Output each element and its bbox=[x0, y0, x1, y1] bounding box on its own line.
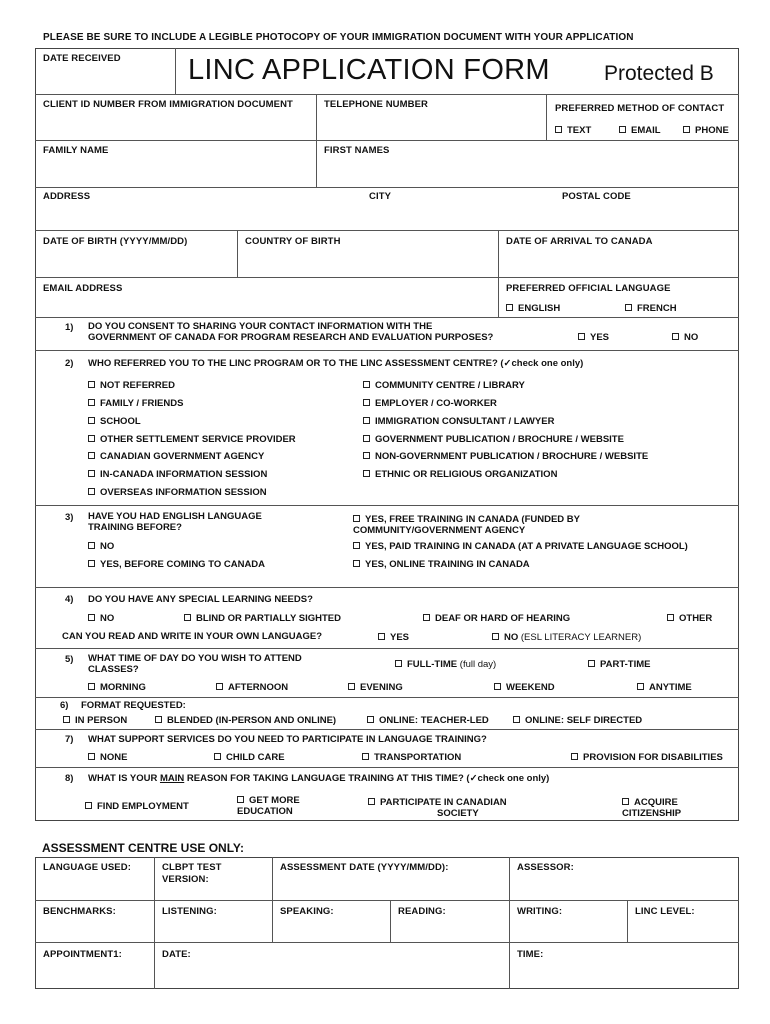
q4-no-option[interactable]: NO bbox=[88, 613, 114, 624]
q3-text-line2: TRAINING BEFORE? bbox=[88, 522, 182, 533]
checkbox-icon[interactable] bbox=[625, 304, 632, 311]
q6-blended-option[interactable]: BLENDED (IN-PERSON AND ONLINE) bbox=[155, 715, 336, 726]
q1-yes-option[interactable]: YES bbox=[578, 332, 609, 343]
checkbox-icon[interactable] bbox=[88, 542, 95, 549]
checkbox-icon[interactable] bbox=[555, 126, 562, 133]
clbpt-label-line1: CLBPT TEST bbox=[162, 862, 222, 873]
official-language-label: PREFERRED OFFICIAL LANGUAGE bbox=[506, 283, 671, 294]
q4-blind-option[interactable]: BLIND OR PARTIALLY SIGHTED bbox=[184, 613, 341, 624]
time-label: TIME: bbox=[517, 949, 544, 960]
assessment-heading: ASSESSMENT CENTRE USE ONLY: bbox=[42, 841, 245, 855]
checkbox-icon[interactable] bbox=[578, 333, 585, 340]
q5-number: 5) bbox=[65, 654, 74, 665]
assessor-label: ASSESSOR: bbox=[517, 862, 574, 873]
q1-no-option[interactable]: NO bbox=[672, 332, 698, 343]
q5-weekend-option[interactable]: WEEKEND bbox=[494, 682, 555, 693]
date-received-label: DATE RECEIVED bbox=[43, 53, 121, 64]
checkbox-icon[interactable] bbox=[395, 660, 402, 667]
q5-text-line1: WHAT TIME OF DAY DO YOU WISH TO ATTEND bbox=[88, 653, 302, 664]
q4-other-option[interactable]: OTHER bbox=[667, 613, 712, 624]
q6-number: 6) bbox=[60, 700, 69, 711]
q8-education-line2: EDUCATION bbox=[237, 806, 293, 817]
benchmarks-label: BENCHMARKS: bbox=[43, 906, 116, 917]
q8-society-option[interactable]: PARTICIPATE IN CANADIAN bbox=[368, 797, 507, 808]
language-used-label: LANGUAGE USED: bbox=[43, 862, 131, 873]
q4-number: 4) bbox=[65, 594, 74, 605]
q2-option[interactable]: CANADIAN GOVERNMENT AGENCY bbox=[88, 451, 264, 462]
checkbox-icon[interactable] bbox=[683, 126, 690, 133]
assessment-table bbox=[35, 857, 739, 989]
checkbox-icon[interactable] bbox=[88, 399, 95, 406]
q2-number: 2) bbox=[65, 358, 74, 369]
checkbox-icon[interactable] bbox=[506, 304, 513, 311]
q8-education-option[interactable]: GET MORE bbox=[237, 795, 300, 806]
q8-employment-option[interactable]: FIND EMPLOYMENT bbox=[85, 801, 189, 812]
client-id-label: CLIENT ID NUMBER FROM IMMIGRATION DOCUMENT bbox=[43, 99, 293, 110]
checkbox-icon[interactable] bbox=[637, 683, 644, 690]
first-names-label: FIRST NAMES bbox=[324, 145, 390, 156]
dob-label: DATE OF BIRTH (YYYY/MM/DD) bbox=[43, 236, 188, 247]
checkbox-icon[interactable] bbox=[368, 798, 375, 805]
q4-read-no-option[interactable]: NO (ESL LITERACY LEARNER) bbox=[492, 632, 641, 643]
checkbox-icon[interactable] bbox=[494, 683, 501, 690]
checkbox-icon[interactable] bbox=[184, 614, 191, 621]
q2-option[interactable]: NON-GOVERNMENT PUBLICATION / BROCHURE / WEBSITE bbox=[363, 451, 648, 462]
q8-text: WHAT IS YOUR MAIN REASON FOR TAKING LANGUAGE TRAINING AT THIS TIME? (✓check one only) bbox=[88, 773, 550, 784]
checkbox-icon[interactable] bbox=[88, 560, 95, 567]
q7-disabilities-option[interactable]: PROVISION FOR DISABILITIES bbox=[571, 752, 723, 763]
appointment-label: APPOINTMENT1: bbox=[43, 949, 122, 960]
checkbox-icon[interactable] bbox=[363, 452, 370, 459]
q7-text: WHAT SUPPORT SERVICES DO YOU NEED TO PARTICIPATE IN LANGUAGE TRAINING? bbox=[88, 734, 487, 745]
divider bbox=[175, 48, 176, 94]
checkbox-icon[interactable] bbox=[88, 683, 95, 690]
q3-free-training-option[interactable]: YES, FREE TRAINING IN CANADA (FUNDED BY bbox=[353, 514, 580, 525]
checkbox-icon[interactable] bbox=[363, 417, 370, 424]
checkbox-icon[interactable] bbox=[571, 753, 578, 760]
header-note: PLEASE BE SURE TO INCLUDE A LEGIBLE PHOTOCOPY OF YOUR IMMIGRATION DOCUMENT WITH YOUR APPLICATION bbox=[43, 32, 634, 43]
address-label: ADDRESS bbox=[43, 191, 91, 202]
date-of-arrival-label: DATE OF ARRIVAL TO CANADA bbox=[506, 236, 653, 247]
page-title: LINC APPLICATION FORM bbox=[188, 54, 550, 86]
q2-option[interactable]: GOVERNMENT PUBLICATION / BROCHURE / WEBSITE bbox=[363, 434, 624, 445]
q2-option[interactable]: NOT REFERRED bbox=[88, 380, 175, 391]
speaking-label: SPEAKING: bbox=[280, 906, 334, 917]
checkbox-icon[interactable] bbox=[88, 452, 95, 459]
q1-text-line1: DO YOU CONSENT TO SHARING YOUR CONTACT INFORMATION WITH THE bbox=[88, 321, 433, 332]
q2-option[interactable]: IN-CANADA INFORMATION SESSION bbox=[88, 469, 267, 480]
q6-online-self-option[interactable]: ONLINE: SELF DIRECTED bbox=[513, 715, 642, 726]
contact-text-option[interactable]: TEXT bbox=[555, 125, 591, 136]
q5-anytime-option[interactable]: ANYTIME bbox=[637, 682, 692, 693]
date-label: DATE: bbox=[162, 949, 191, 960]
checkbox-icon[interactable] bbox=[622, 798, 629, 805]
checkbox-icon[interactable] bbox=[363, 381, 370, 388]
q8-number: 8) bbox=[65, 773, 74, 784]
q3-no-option[interactable]: NO bbox=[88, 541, 114, 552]
q2-option[interactable]: EMPLOYER / CO-WORKER bbox=[363, 398, 497, 409]
q1-text-line2: GOVERNMENT OF CANADA FOR PROGRAM RESEARCH AND EVALUATION PURPOSES? bbox=[88, 332, 494, 343]
q3-text-line1: HAVE YOU HAD ENGLISH LANGUAGE bbox=[88, 511, 262, 522]
checkbox-icon[interactable] bbox=[88, 470, 95, 477]
q7-number: 7) bbox=[65, 734, 74, 745]
checkbox-icon[interactable] bbox=[214, 753, 221, 760]
language-french-option[interactable]: FRENCH bbox=[625, 303, 677, 314]
language-english-option[interactable]: ENGLISH bbox=[506, 303, 560, 314]
checkbox-icon[interactable] bbox=[362, 753, 369, 760]
checkbox-icon[interactable] bbox=[353, 560, 360, 567]
contact-email-option[interactable]: EMAIL bbox=[619, 125, 661, 136]
q3-paid-training-option[interactable]: YES, PAID TRAINING IN CANADA (AT A PRIVATE LANGUAGE SCHOOL) bbox=[353, 541, 688, 552]
q1-number: 1) bbox=[65, 322, 74, 333]
q6-inperson-option[interactable]: IN PERSON bbox=[63, 715, 127, 726]
checkbox-icon[interactable] bbox=[353, 542, 360, 549]
email-address-label: EMAIL ADDRESS bbox=[43, 283, 123, 294]
checkbox-icon[interactable] bbox=[88, 381, 95, 388]
checkbox-icon[interactable] bbox=[363, 399, 370, 406]
checkbox-icon[interactable] bbox=[363, 470, 370, 477]
checkbox-icon[interactable] bbox=[588, 660, 595, 667]
checkbox-icon[interactable] bbox=[88, 417, 95, 424]
q8-citizenship-option[interactable]: ACQUIRE bbox=[622, 797, 678, 808]
q2-option[interactable]: FAMILY / FRIENDS bbox=[88, 398, 183, 409]
q6-text: FORMAT REQUESTED: bbox=[81, 700, 186, 711]
checkbox-icon[interactable] bbox=[363, 435, 370, 442]
checkbox-icon[interactable] bbox=[423, 614, 430, 621]
q4-text: DO YOU HAVE ANY SPECIAL LEARNING NEEDS? bbox=[88, 594, 313, 605]
q7-none-option[interactable]: NONE bbox=[88, 752, 127, 763]
checkbox-icon[interactable] bbox=[88, 435, 95, 442]
checkbox-icon[interactable] bbox=[85, 802, 92, 809]
q2-option[interactable]: SCHOOL bbox=[88, 416, 141, 427]
q4-read-yes-option[interactable]: YES bbox=[378, 632, 409, 643]
checkbox-icon[interactable] bbox=[348, 683, 355, 690]
q2-option[interactable]: ETHNIC OR RELIGIOUS ORGANIZATION bbox=[363, 469, 557, 480]
q5-text-line2: CLASSES? bbox=[88, 664, 139, 675]
checkbox-icon[interactable] bbox=[353, 515, 360, 522]
q3-number: 3) bbox=[65, 512, 74, 523]
checkbox-icon[interactable] bbox=[513, 716, 520, 723]
listening-label: LISTENING: bbox=[162, 906, 217, 917]
checkbox-icon[interactable] bbox=[378, 633, 385, 640]
checkbox-icon[interactable] bbox=[492, 633, 499, 640]
esl-note: (ESL LITERACY LEARNER) bbox=[520, 632, 642, 643]
reading-label: READING: bbox=[398, 906, 446, 917]
q6-online-teacher-option[interactable]: ONLINE: TEACHER-LED bbox=[367, 715, 489, 726]
q2-option[interactable]: IMMIGRATION CONSULTANT / LAWYER bbox=[363, 416, 554, 427]
protected-label: Protected B bbox=[604, 62, 714, 85]
q5-parttime-option[interactable]: PART-TIME bbox=[588, 659, 651, 670]
family-name-label: FAMILY NAME bbox=[43, 145, 109, 156]
postal-code-label: POSTAL CODE bbox=[562, 191, 631, 202]
q7-transportation-option[interactable]: TRANSPORTATION bbox=[362, 752, 461, 763]
q5-evening-option[interactable]: EVENING bbox=[348, 682, 403, 693]
q5-fulltime-option[interactable]: FULL-TIME (full day) bbox=[395, 659, 496, 670]
q2-option[interactable]: COMMUNITY CENTRE / LIBRARY bbox=[363, 380, 525, 391]
q8-citizenship-line2: CITIZENSHIP bbox=[622, 808, 682, 819]
q5-morning-option[interactable]: MORNING bbox=[88, 682, 146, 693]
q4-read-write-text: CAN YOU READ AND WRITE IN YOUR OWN LANGUAGE? bbox=[62, 631, 323, 642]
q3-yes-before-option[interactable]: YES, BEFORE COMING TO CANADA bbox=[88, 559, 265, 570]
q5-afternoon-option[interactable]: AFTERNOON bbox=[216, 682, 288, 693]
checkbox-icon[interactable] bbox=[88, 488, 95, 495]
checkbox-icon[interactable] bbox=[63, 716, 70, 723]
assessment-date-label: ASSESSMENT DATE (YYYY/MM/DD): bbox=[280, 862, 449, 873]
contact-phone-option[interactable]: PHONE bbox=[683, 125, 729, 136]
checkbox-icon[interactable] bbox=[88, 753, 95, 760]
q7-childcare-option[interactable]: CHILD CARE bbox=[214, 752, 285, 763]
linc-level-label: LINC LEVEL: bbox=[635, 906, 695, 917]
city-label: CITY bbox=[369, 191, 392, 202]
checkbox-icon[interactable] bbox=[367, 716, 374, 723]
q8-society-line2: SOCIETY bbox=[437, 808, 479, 819]
q2-text: WHO REFERRED YOU TO THE LINC PROGRAM OR TO THE LINC ASSESSMENT CENTRE? (✓check one only) bbox=[88, 358, 584, 369]
contact-method-label: PREFERRED METHOD OF CONTACT bbox=[555, 103, 725, 114]
checkbox-icon[interactable] bbox=[672, 333, 679, 340]
checkbox-icon[interactable] bbox=[155, 716, 162, 723]
checkbox-icon[interactable] bbox=[667, 614, 674, 621]
checkbox-icon[interactable] bbox=[237, 796, 244, 803]
checkbox-icon[interactable] bbox=[88, 614, 95, 621]
q3-free-training-line2: COMMUNITY/GOVERNMENT AGENCY bbox=[353, 525, 526, 536]
telephone-label: TELEPHONE NUMBER bbox=[324, 99, 428, 110]
q4-deaf-option[interactable]: DEAF OR HARD OF HEARING bbox=[423, 613, 570, 624]
country-of-birth-label: COUNTRY OF BIRTH bbox=[245, 236, 341, 247]
checkbox-icon[interactable] bbox=[619, 126, 626, 133]
q2-option[interactable]: OVERSEAS INFORMATION SESSION bbox=[88, 487, 267, 498]
checkbox-icon[interactable] bbox=[216, 683, 223, 690]
q2-option[interactable]: OTHER SETTLEMENT SERVICE PROVIDER bbox=[88, 434, 296, 445]
writing-label: WRITING: bbox=[517, 906, 563, 917]
clbpt-label-line2: VERSION: bbox=[162, 874, 209, 885]
q3-online-training-option[interactable]: YES, ONLINE TRAINING IN CANADA bbox=[353, 559, 530, 570]
